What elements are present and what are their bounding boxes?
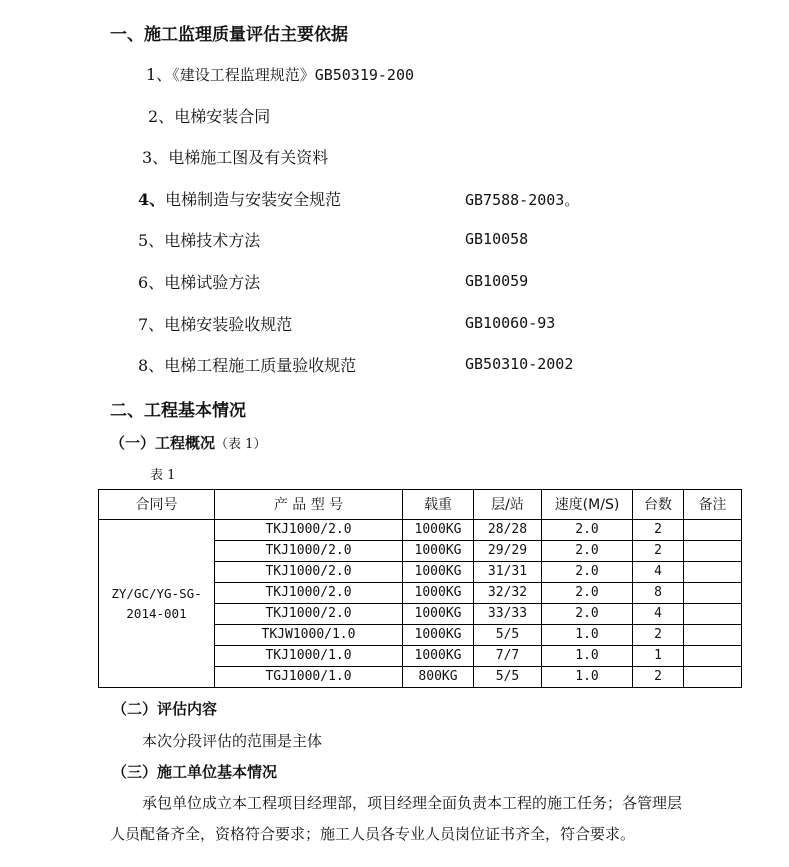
basis-item-8-code: GB50310-2002 [465,355,574,373]
cell-floors: 32/32 [474,583,542,604]
cell-load: 1000KG [403,604,474,625]
subsection-contractor-title: （三）施工单位基本情况 [112,763,278,781]
cell-remark [684,520,742,541]
basis-item-1-text: 《建设工程监理规范》GB50319-200 [172,66,415,84]
basis-item-3-num: 3、 [142,148,169,167]
cell-load: 1000KG [403,646,474,667]
basis-item-8 [138,353,356,376]
cell-model: TGJ1000/1.0 [215,667,403,688]
header-count: 台数 [633,490,684,520]
cell-speed: 2.0 [542,541,633,562]
cell-speed: 1.0 [542,625,633,646]
header-remark: 备注 [684,490,742,520]
cell-remark [684,604,742,625]
cell-floors: 29/29 [474,541,542,562]
basis-item-2-num: 2、 [148,107,175,126]
subsection-evaluation-body: 本次分段评估的范围是主体 [142,732,323,750]
subsection-contractor-line2: 人员配备齐全，资格符合要求；施工人员各专业人员岗位证书齐全，符合要求。 [110,825,636,843]
cell-floors: 5/5 [474,667,542,688]
cell-load: 1000KG [403,520,474,541]
basis-item-5 [138,228,260,251]
header-contract: 合同号 [99,490,215,520]
basis-item-3 [142,145,328,168]
cell-count: 2 [633,541,684,562]
cell-count: 2 [633,625,684,646]
cell-model: TKJ1000/2.0 [215,520,403,541]
basis-item-8-text: 电梯工程施工质量验收规范 [164,356,357,375]
cell-speed: 2.0 [542,583,633,604]
cell-count: 1 [633,646,684,667]
cell-speed: 1.0 [542,667,633,688]
basis-item-2 [148,104,270,127]
header-speed: 速度(M/S) [542,490,633,520]
cell-load: 1000KG [403,541,474,562]
cell-load: 1000KG [403,562,474,583]
subsection-contractor-line1: 承包单位成立本工程项目经理部，项目经理全面负责本工程的施工任务；各管理层 [142,794,683,812]
basis-item-6-num: 6、 [138,273,165,292]
cell-model: TKJ1000/2.0 [215,604,403,625]
cell-count: 2 [633,520,684,541]
cell-remark [684,646,742,667]
cell-remark [684,625,742,646]
basis-item-4-text: 电梯制造与安装安全规范 [165,190,342,209]
table-caption: 表 1 [150,468,176,483]
cell-model: TKJ1000/2.0 [215,541,403,562]
basis-item-1-num: 1、 [146,65,173,84]
subsection-overview-note: （表 1） [215,437,267,452]
cell-floors: 28/28 [474,520,542,541]
cell-remark [684,541,742,562]
basis-item-7-code: GB10060-93 [465,314,556,332]
basis-item-4 [138,187,341,210]
cell-load: 1000KG [403,625,474,646]
basis-item-6-text: 电梯试验方法 [164,273,261,292]
cell-remark [684,667,742,688]
basis-item-5-text: 电梯技术方法 [164,231,261,250]
basis-item-7-text: 电梯安装验收规范 [164,315,293,334]
basis-item-4-num: 4、 [138,190,166,209]
section2-heading: 二、工程基本情况 [110,401,246,421]
basis-item-5-num: 5、 [138,231,165,250]
basis-item-5-code: GB10058 [465,230,529,248]
basis-item-7-num: 7、 [138,315,165,334]
cell-remark [684,583,742,604]
cell-speed: 2.0 [542,562,633,583]
subsection-overview-title: （一）工程概况 [110,434,216,452]
table-row [99,520,742,541]
header-floors: 层/站 [474,490,542,520]
basis-item-3-text: 电梯施工图及有关资料 [168,148,329,167]
basis-item-2-text: 电梯安装合同 [174,107,271,126]
header-load: 载重 [403,490,474,520]
contract-number: ZY/GC/YG-SG-2014-001 [99,520,215,688]
cell-count: 4 [633,562,684,583]
cell-floors: 5/5 [474,625,542,646]
cell-speed: 1.0 [542,646,633,667]
cell-count: 4 [633,604,684,625]
cell-count: 2 [633,667,684,688]
cell-model: TKJ1000/2.0 [215,583,403,604]
cell-speed: 2.0 [542,604,633,625]
cell-model: TKJ1000/2.0 [215,562,403,583]
subsection-evaluation-title: （二）评估内容 [112,700,218,718]
cell-load: 1000KG [403,583,474,604]
cell-count: 8 [633,583,684,604]
cell-model: TKJW1000/1.0 [215,625,403,646]
subsection-overview [110,432,266,453]
cell-remark [684,562,742,583]
basis-item-4-code: GB7588-2003。 [465,191,580,209]
basis-item-1 [146,62,414,85]
cell-load: 800KG [403,667,474,688]
cell-speed: 2.0 [542,520,633,541]
cell-floors: 33/33 [474,604,542,625]
basis-item-6 [138,270,260,293]
cell-floors: 7/7 [474,646,542,667]
basis-item-6-code: GB10059 [465,272,529,290]
section1-heading: 一、施工监理质量评估主要依据 [110,25,348,45]
basis-item-8-num: 8、 [138,356,165,375]
cell-floors: 31/31 [474,562,542,583]
cell-model: TKJ1000/1.0 [215,646,403,667]
basis-item-7 [138,312,292,335]
table-header-row [99,490,742,520]
elevator-spec-table [98,489,742,688]
header-model: 产 品 型 号 [215,490,403,520]
